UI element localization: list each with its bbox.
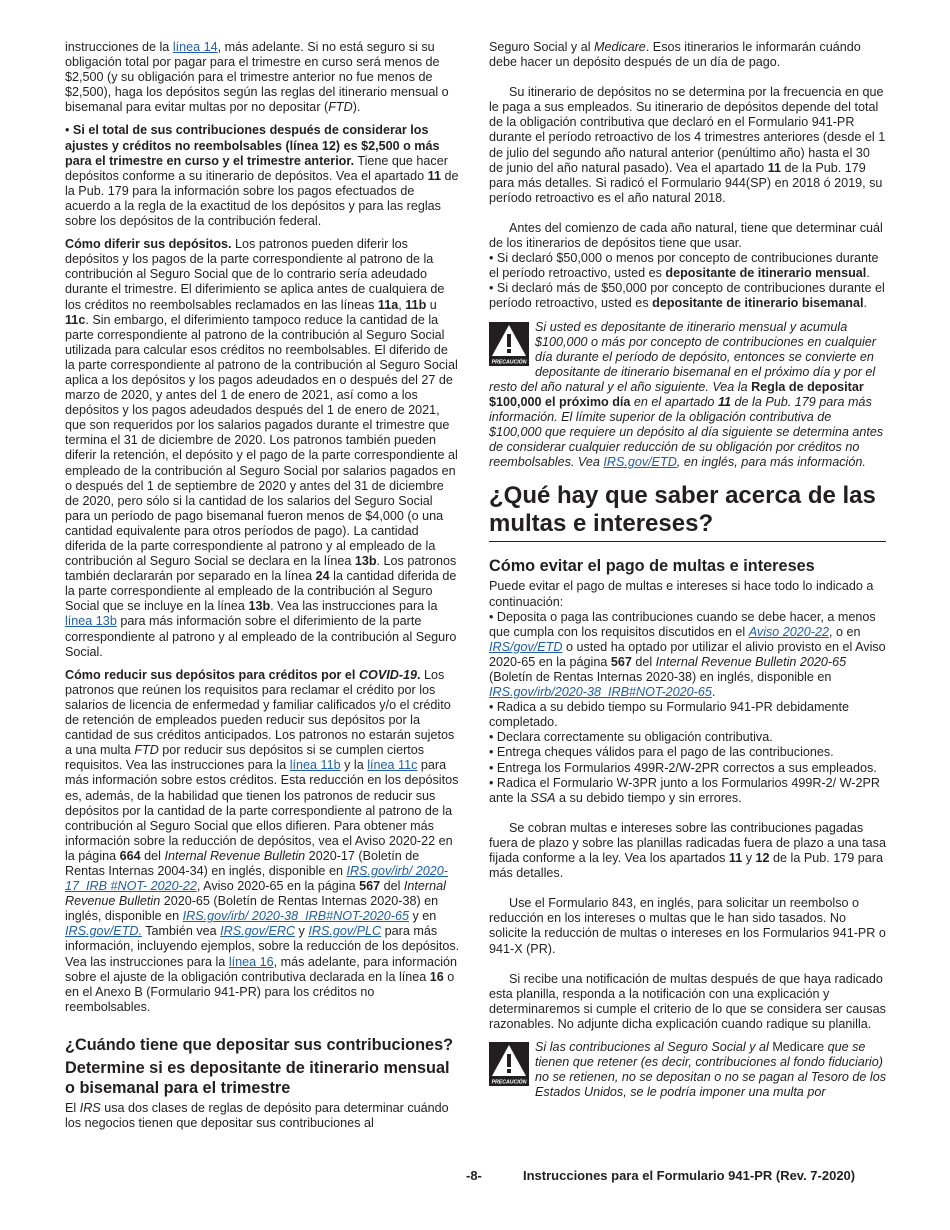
caution-note: PRECAUCIÓN Si usted es depositante de itinerario mensual y acumula $100,000 o más por concepto de contribuciones en cualquier día durante el período de depósito, entonces se convierte en depositante de itinerario bisemanal en el próximo día y por el resto del año natural y el año siguiente. Vea la Regla de depositar $100,000 el próximo día en el apartado 11 de la Pub. 179 para más información. El límite superior de la obligación contributiva de $100,000 que requiere un depósito al día siguiente se determina antes de considerar cualquier reducción de su obligación por créditos no reembolsables. Vea IRS.gov/ETD, en inglés, para más información.: [489, 319, 884, 470]
link-irs-etd[interactable]: IRS.gov/ETD: [603, 455, 677, 470]
caution-note: PRECAUCIÓN Si las contribuciones al Seguro Social y al Medicare que se tienen que retener (es decir, contribuciones al fondo fiduciario) no se retienen, no se depositan o no se pagan al Tesoro de los Estados Unidos, se le podría imponer una multa por: [489, 1040, 886, 1100]
link-line-13b[interactable]: línea 13b: [65, 614, 117, 629]
link-aviso-2020-22[interactable]: Aviso 2020-22: [748, 624, 830, 639]
paragraph: Su itinerario de depósitos no se determina por la frecuencia en que le paga a sus empleados. Su itinerario de depósitos depende del total de la obligación contributiva que declaró en el Formulario 941-PR durante el período retroactivo de los 4 trimestres anteriores (desde el 1 de julio del segundo año natural anterior (penúltimo año) hasta el 30 de junio del año natural pasado). Vea el apartado 11 de la Pub. 179 para más detalles. Si radicó el Formulario 944(SP) en 2018 ó 2019, su período retroactivo es el año natural 2018.: [489, 85, 886, 205]
link-line-16[interactable]: línea 16: [228, 954, 274, 969]
caution-icon: [489, 1042, 529, 1086]
page-number: -8-: [466, 1168, 482, 1183]
heading-avoid-penalties: Cómo evitar el pago de multas e intereses: [489, 557, 815, 576]
paragraph: Antes del comienzo de cada año natural, tiene que determinar cuál de los itinerarios de depósitos tiene que usar.: [489, 220, 883, 251]
right-column: [489, 40, 886, 1108]
bullet-paragraph: • Si el total de sus contribuciones después de considerar los ajustes y créditos no reembolsables (línea 12) es $2,500 o más para el trimestre en curso y el trimestre anterior. Tiene que hacer depósitos conforme a su itinerario de depósitos. Vea el apartado 11 de la Pub. 179 para la información sobre los pagos efectuados de acuerdo a la regla de la exactitud de los depósitos y para las reglas sobre los depósitos de la contribución federal.: [65, 123, 461, 229]
heading-penalties: ¿Qué hay que saber acerca de las multas e intereses?: [489, 482, 886, 542]
list-item: • Entrega cheques válidos para el pago de las contribuciones.: [489, 745, 886, 760]
list-item: • Deposita o paga las contribuciones cuando se debe hacer, a menos que cumpla con los requisitos discutidos en el Aviso 2020-22, o en IRS/gov/ETD o usted ha optado por utilizar el alivio provisto en el Aviso 2020-65 en la página 567 del Internal Revenue Bulletin 2020-65 (Boletín de Rentas Internas 2020-38) en inglés, disponible en IRS.gov/irb/2020-38_IRB#NOT-2020-65.: [489, 610, 886, 701]
link-irs-plc[interactable]: IRS.gov/PLC: [308, 924, 382, 939]
paragraph: Si recibe una notificación de multas después de que haya radicado esta planilla, responda a la notificación con una explicación y determinaremos si cumple el criterio de lo que se considera ser causas razonables. No adjunte dicha explicación cuando radique su planilla.: [489, 971, 886, 1031]
bullet-semiweekly: • Si declaró más de $50,000 por concepto de contribuciones durante el período retroactivo, usted es depositante de itinerario bisemanal.: [489, 281, 886, 311]
link-line-14[interactable]: línea 14: [172, 40, 218, 54]
link-irb-2020-17[interactable]: IRS.gov/irb/ 2020-17_IRB #NOT- 2020-22: [65, 863, 448, 894]
list-item: • Declara correctamente su obligación contributiva.: [489, 730, 886, 745]
list-item: • Radica el Formulario W-3PR junto a los Formularios 499R-2/ W-2PR ante la SSA a su debido tiempo y sin errores.: [489, 776, 886, 806]
link-irs-gov-etd[interactable]: IRS/gov/ETD: [489, 639, 563, 654]
paragraph: instrucciones de la línea 14, más adelante. Si no está seguro si su obligación total por pagar para el trimestre en curso será menos de $2,500 (y su obligación para el trimestre anterior no fue menos de $2,500), haga los depósitos según las reglas del itinerario mensual o bisemanal para evitar multas por no depositar (FTD).: [65, 40, 449, 115]
bullet-monthly: • Si declaró $50,000 o menos por concepto de contribuciones durante el período retroactivo, usted es depositante de itinerario mensual.: [489, 251, 886, 281]
paragraph: El IRS usa dos clases de reglas de depósito para determinar cuándo los negocios tienen que depositar sus contribuciones al: [65, 1100, 449, 1130]
link-irb-2020-38[interactable]: IRS.gov/irb/2020-38_IRB#NOT-2020-65: [489, 685, 712, 700]
list-item: • Radica a su debido tiempo su Formulario 941-PR debidamente completado.: [489, 700, 886, 730]
link-irs-erc[interactable]: IRS.gov/ERC: [220, 924, 296, 939]
link-irs-etd[interactable]: IRS.gov/ETD.: [65, 924, 142, 939]
paragraph: Seguro Social y al Medicare. Esos itinerarios le informarán cuándo debe hacer un depósito después de un día de pago.: [489, 40, 861, 70]
footer-title: Instrucciones para el Formulario 941-PR (Rev. 7-2020): [523, 1168, 856, 1183]
link-line-11c[interactable]: línea 11c: [367, 758, 418, 773]
caution-label: PRECAUCIÓN: [491, 1079, 527, 1086]
paragraph: Se cobran multas e intereses sobre las contribuciones pagadas fuera de plazo y sobre las planillas radicadas fuera de plazo a una tasa fijada conforme a la ley. Vea los apartados 11 y 12 de la Pub. 179 para más detalles.: [489, 820, 886, 881]
paragraph: Use el Formulario 843, en inglés, para solicitar un reembolso o reducción en los intereses o multas que le han sido tasados. No solicite la reducción de multas o intereses en los Formularios 941-PR o 941-X (PR).: [489, 896, 886, 956]
caution-icon: [489, 322, 529, 366]
heading-when-deposit: ¿Cuándo tiene que depositar sus contribuciones?: [65, 1035, 454, 1054]
list-item: • Entrega los Formularios 499R-2/W-2PR correctos a sus empleados.: [489, 761, 886, 776]
left-column: [65, 40, 461, 1131]
link-line-11b[interactable]: línea 11b: [289, 758, 341, 773]
reduce-deposits-paragraph: Cómo reducir sus depósitos para créditos por el COVID-19. Los patronos que reúnen los requisitos para reclamar el crédito por los salarios de licencia de enfermedad y familiar calificados y/o el crédito de retención de empleados pueden reducir sus depósitos por la cantidad de sus créditos anticipados. Los patronos no estarán sujetos a una multa FTD por reducir sus depósitos si se cumplen ciertos requisitos. Vea las instrucciones para la línea 11b y la línea 11c para más información sobre estos créditos. Esta reducción en los depósitos es, además, de la habilidad que tienen los patronos de reducir sus depósitos por la cantidad de la parte correspondiente al patrono de la contribución al Seguro Social que ellos difieren. Para obtener más información sobre la reducción de depósitos, vea el Aviso 2020-22 en la página 664 del Internal Revenue Bulletin 2020-17 (Boletín de Rentas Internas 2004-34) en inglés, disponible en IRS.gov/irb/ 2020-17_IRB #NOT- 2020-22, Aviso 2020-65 en la página 567 del Internal Revenue Bulletin 2020-65 (Boletín de Rentas Internas 2020-38) en inglés, disponible en IRS.gov/irb/ 2020-38_IRB#NOT-2020-65 y en IRS.gov/ETD. También vea IRS.gov/ERC y IRS.gov/PLC para más información, incluyendo ejemplos, sobre la reducción de los depósitos. Vea las instrucciones para la línea 16, más adelante, para información sobre el ajuste de la obligación contributiva declarada en la línea 16 o en el Anexo B (Formulario 941-PR) para los créditos no reembolsables.: [65, 667, 460, 1014]
caution-label: PRECAUCIÓN: [491, 359, 527, 365]
defer-deposits-paragraph: Cómo diferir sus depósitos. Los patronos pueden diferir los depósitos y los pagos de la parte correspondiente al patrono de la contribución al Seguro Social que de lo contrario sería adeudado durante el trimestre. El diferimiento se aplica antes de cualquiera de los créditos no reembolsables reclamados en las líneas 11a, 11b u 11c. Sin embargo, el diferimiento tampoco reduce la cantidad de la parte correspondiente al patrono de la contribución al Seguro Social utilizada para calcular esos créditos no reembolsables. El diferido de la parte correspondiente al patrono de la contribución al Seguro Social aplica a los depósitos y los pagos adeudados en o después del 27 de marzo de 2020, y antes del 1 de enero de 2021, así como a los depósitos y los pagos adeudados después del 1 de enero de 2021, que son requeridos por los salarios pagados durante el trimestre que termina el 31 de diciembre de 2020. Los patronos también pueden diferir la retención, el depósito y el pago de la parte correspondiente al empleado de la contribución al Seguro Social por salarios pagados en o después del 1 de septiembre de 2020 y antes del 31 de diciembre de 2020, pero sólo si la cantidad de los salarios del Seguro Social para un período de pago bisemanal fueron menos de $4,000 (o una cantidad equivalente para otros períodos de pago). La cantidad diferida de la parte correspondiente al patrono y al empleado de la contribución al Seguro Social se declara en la línea 13b. Los patronos también declararán por separado en la línea 24 la cantidad diferida de la parte correspondiente al empleado de la contribución al Seguro Social que se incluye en la línea 13b. Vea las instrucciones para la línea 13b para más información sobre el diferimiento de la parte correspondiente al patrono y al empleado de la contribución al Seguro Social.: [65, 237, 458, 659]
paragraph: Puede evitar el pago de multas e intereses si hace todo lo indicado a continuación:: [489, 579, 874, 609]
heading-determine-schedule: Determine si es depositante de itinerario mensual o bisemanal para el trimestre: [65, 1058, 450, 1097]
link-irb-2020-38[interactable]: IRS.gov/irb/ 2020-38_IRB#NOT-2020-65: [182, 909, 409, 924]
